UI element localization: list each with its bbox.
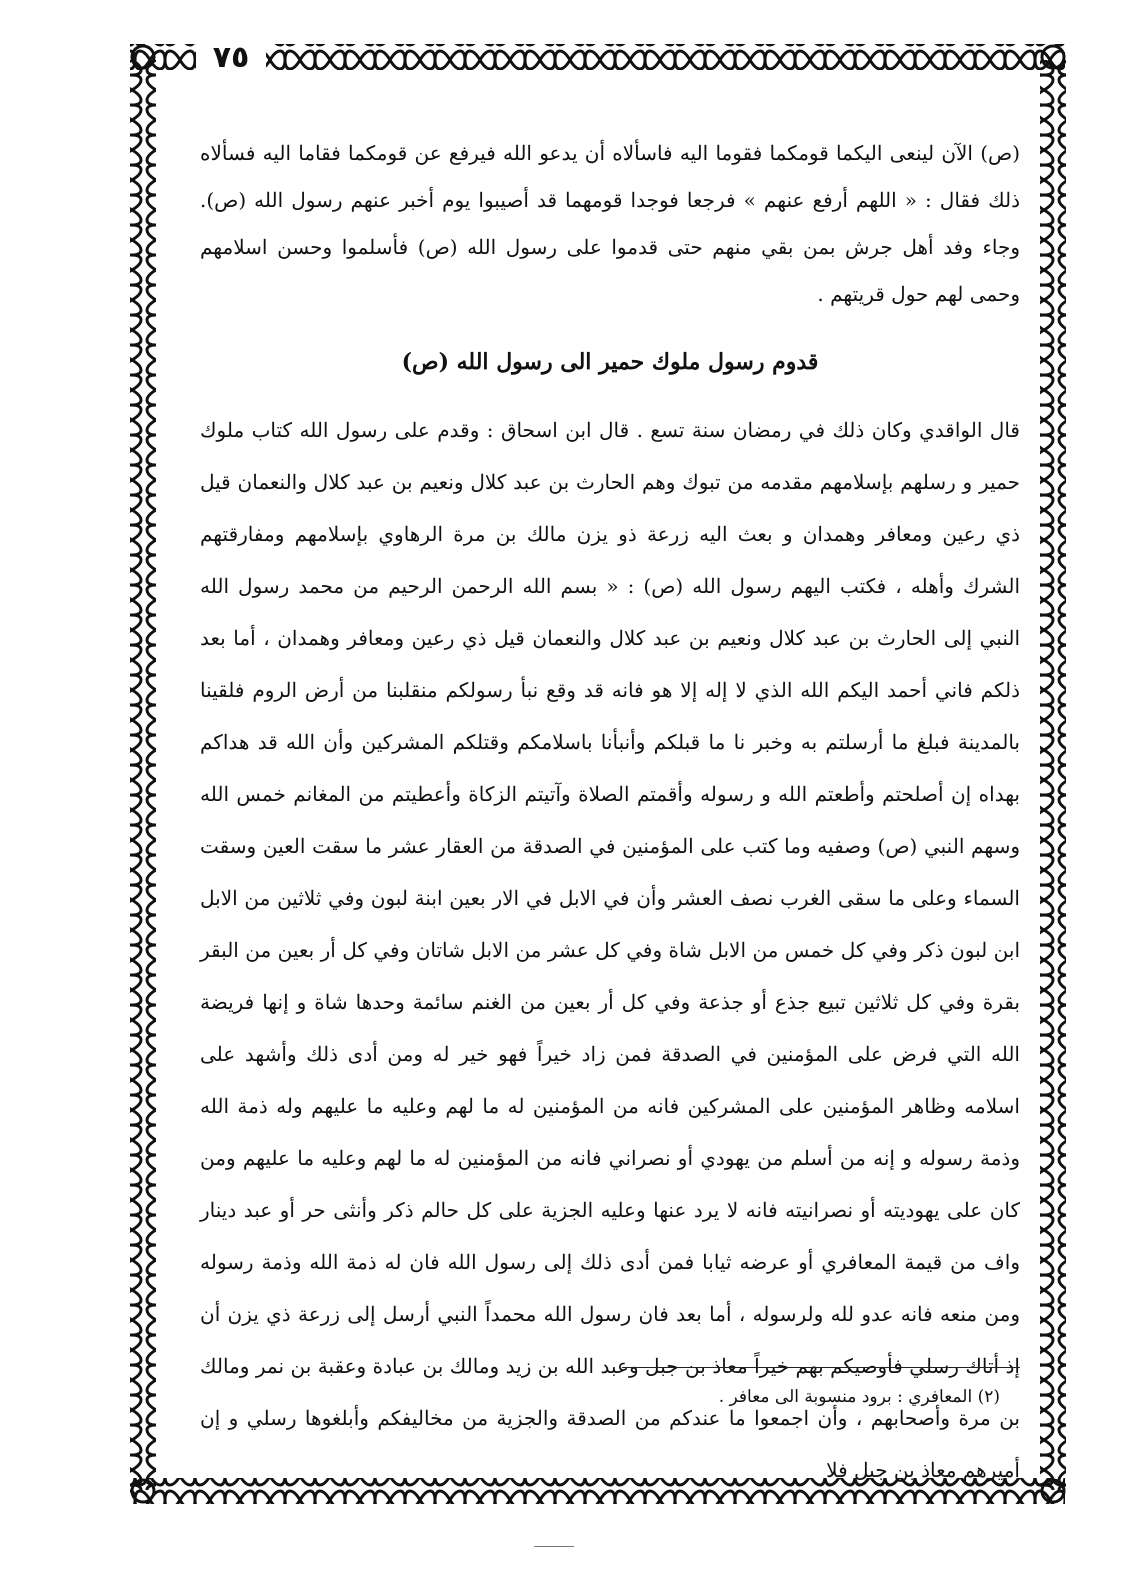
main-text: [200, 130, 1020, 1496]
border-top: [130, 44, 1065, 70]
scan-mark: [534, 1546, 574, 1547]
page-number: ٧٥: [196, 38, 266, 78]
footnote-divider: [622, 1367, 1020, 1368]
paragraph-top: (ص) الآن لينعى اليكما قومكما فقوما اليه فاسألاه أن يدعو الله فيرفع عن قومكما فقاما اليه فسألاه ذلك فقال : « اللهم أرفع عنهم » فرجعا فوجدا قومهما قد أصيبوا يوم أخبر عنهم رسول الله (ص). وجاء وفد أهل جرش بمن بقي منهم حتى قدموا على رسول الله (ص) فأسلموا وحسن اسلامهم وحمى لهم حول قريتهم .: [200, 141, 1020, 306]
footnote: (٢) المعافري : برود منسوبة الى معافر .: [718, 1387, 1000, 1407]
border-right: [1040, 60, 1066, 1490]
border-left: [130, 60, 156, 1490]
section-heading: قدوم رسول ملوك حمير الى رسول الله (ص): [401, 349, 819, 375]
paragraph-main: قال الواقدي وكان ذلك في رمضان سنة تسع . قال ابن اسحاق : وقدم على رسول الله كتاب ملوك حمير و رسلهم بإسلامهم مقدمه من تبوك وهم الحارث بن عبد كلال ونعيم بن عبد كلال والنعمان قيل ذي رعين ومعافر وهمدان و بعث اليه زرعة ذو يزن مالك بن مرة الرهاوي بإسلامهم ومفارقتهم الشرك وأهله ، فكتب اليهم رسول الله (ص) : « بسم الله الرحمن الرحيم من محمد رسول الله النبي إلى الحارث بن عبد كلال ونعيم بن عبد كلال والنعمان قيل ذي رعين ومعافر وهمدان ، أما بعد ذلكم فاني أحمد اليكم الله الذي لا إله إلا هو فانه قد وقع نبأ رسولكم منقلبنا من أرض الروم فلقينا بالمدينة فبلغ ما أرسلتم به وخبر نا ما قبلكم وأنبأنا باسلامكم وقتلكم المشركين وأن الله قد هداكم بهداه إن أصلحتم وأطعتم الله و رسوله وأقمتم الصلاة وآتيتم الزكاة وأعطيتم من المغانم خمس الله وسهم النبي (ص) وصفيه وما كتب على المؤمنين في الصدقة من العقار عشر ما سقت العين وسقت السماء وعلى ما سقى الغرب نصف العشر وأن في الابل في الار بعين ابنة لبون وفي ثلاثين من الابل ابن لبون ذكر وفي كل خمس من الابل شاة وفي كل عشر من الابل شاتان وفي كل أر بعين من البقر بقرة وفي كل ثلاثين تبيع جذع أو جذعة وفي كل أر بعين من الغنم سائمة وحدها شاة و إنها فريضة الله التي فرض على المؤمنين في الصدقة فمن زاد خيراً فهو خير له ومن أدى ذلك وأشهد على اسلامه وظاهر المؤمنين على المشركين فانه من المؤمنين له ما لهم وعليه ما عليهم وله ذمة الله وذمة رسوله و إنه من أسلم من يهودي أو نصراني فانه من المؤمنين له ما لهم وعليه ما عليهم ومن كان على يهوديته أو نصرانيته فانه لا يرد عنها وعليه الجزية على كل حالم ذكر وأنثى حر أو عبد دينار واف من قيمة المعافري أو عرضه ثيابا فمن أدى ذلك إلى رسول الله فان له ذمة الله وذمة رسوله ومن منعه فانه عدو لله ولرسوله ، أما بعد فان رسول الله محمداً النبي أرسل إلى زرعة ذي يزن أن إذ أتاك رسلي فأوصيكم بهم خيراً معاذ بن جبل وعبد الله بن زيد ومالك بن عبادة وعقبة بن نمر ومالك بن مرة وأصحابهم ، وأن اجمعوا ما عندكم من الصدقة والجزية من مخاليفكم وأبلغوها رسلي و إن أميرهم معاذ بن جبل فلا: [200, 418, 1021, 1482]
